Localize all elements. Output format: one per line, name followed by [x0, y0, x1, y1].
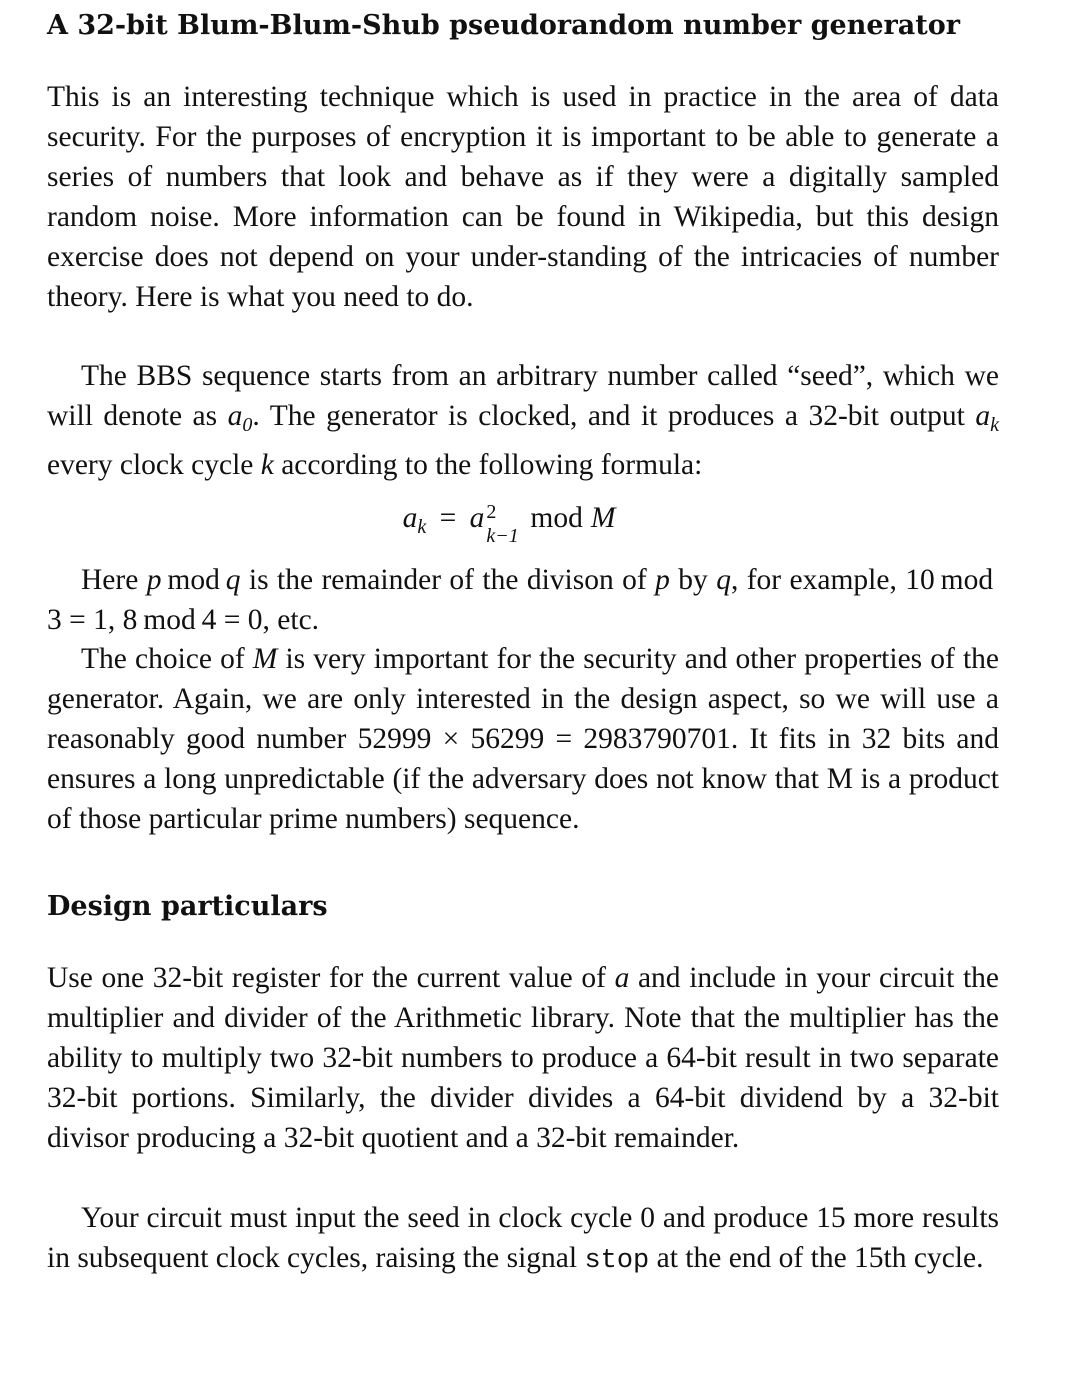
eq-rhs-var: a: [469, 502, 485, 534]
design-particulars-heading: Design particulars: [47, 891, 328, 922]
design-paragraph: [47, 959, 999, 1159]
math-var: a: [227, 399, 243, 432]
mod-definition-paragraph: [47, 561, 999, 641]
text-run: according to the following formula:: [273, 448, 703, 481]
math-var: a: [975, 399, 991, 432]
math-subscript: 0: [242, 413, 253, 436]
text-run: Use one 32-bit register for the current value of: [47, 962, 615, 994]
math-subscript: k: [990, 413, 999, 436]
math-ak: [975, 399, 999, 436]
text-run: . The generator is clocked, and it produces a 32-bit output: [252, 399, 976, 432]
math-mod: mod: [167, 564, 220, 596]
eq-rhs-superscript: 2: [486, 501, 497, 523]
eq-lhs-var: a: [402, 502, 418, 534]
text-run: at the end of the 15th cycle.: [649, 1241, 984, 1274]
text-run: is the remainder of the divison of: [240, 564, 656, 596]
text-run: Here: [81, 564, 147, 596]
timing-paragraph: [47, 1199, 999, 1282]
text-run: every clock cycle: [47, 448, 261, 481]
math-q: q: [716, 564, 731, 596]
eq-rhs-subscript: k−1: [486, 525, 519, 547]
stop-signal-code: stop: [584, 1245, 650, 1276]
math-a0: [227, 399, 253, 436]
text-run: by: [669, 564, 717, 596]
modulus-choice-paragraph: [47, 640, 999, 840]
math-q: q: [225, 564, 241, 596]
bbs-formula: [47, 498, 999, 547]
intro-paragraph: This is an interesting technique which is used in practice in the area of data security. For the purposes of encryption it is important to be able to generate a series of numbers that look and behave as if they were a digitally sampled random noise. More information can be found in Wikipedia, but this design exercise does not depend on your under-standing of the intricacies of number theory. Here is what you need to do.: [47, 81, 999, 313]
text-run: , for example, 10 mod 3 = 1, 8 mod 4 = 0, etc.: [47, 564, 1000, 636]
eq-rhs-scripts: [484, 498, 530, 547]
eq-equals: =: [439, 502, 457, 534]
math-p: p: [655, 564, 670, 596]
text-run: is very important for the security and other properties of the generator. Again, we are only interested in the design aspect, so we will use a reasonably good number 52999 × 56299 = 2983790701. It fits in 32 bits and ensures a long unpredictable (if the adversary does not know that M is a product of those particular prime numbers) sequence.: [47, 643, 999, 835]
bbs-sequence-paragraph: [47, 357, 999, 486]
section-title: A 32-bit Blum-Blum-Shub pseudorandom number generator: [47, 10, 960, 41]
text-run: The BBS sequence starts from an arbitrary number called “seed”, which we will denote as: [47, 360, 999, 432]
math-k: k: [260, 448, 274, 481]
math-M: M: [252, 643, 278, 675]
eq-mod: mod: [530, 502, 583, 534]
eq-lhs-subscript: k: [417, 516, 427, 538]
text-run: and include in your circuit the multiplier and divider of the Arithmetic library. Note that the multiplier has the ability to multiply two 32-bit numbers to produce a 64-bit result in two separate 32-bit portions. Similarly, the divider divides a 64-bit dividend by a 32-bit divisor producing a 32-bit quotient and a 32-bit remainder.: [47, 962, 999, 1154]
math-p: p: [146, 564, 162, 596]
eq-modulus: M: [590, 502, 616, 534]
math-a: a: [614, 962, 630, 994]
text-run: Your circuit must input the seed in clock cycle 0 and produce 15 more results in subsequent clock cycles, raising the signal: [47, 1202, 999, 1274]
text-run: The choice of: [81, 643, 253, 675]
